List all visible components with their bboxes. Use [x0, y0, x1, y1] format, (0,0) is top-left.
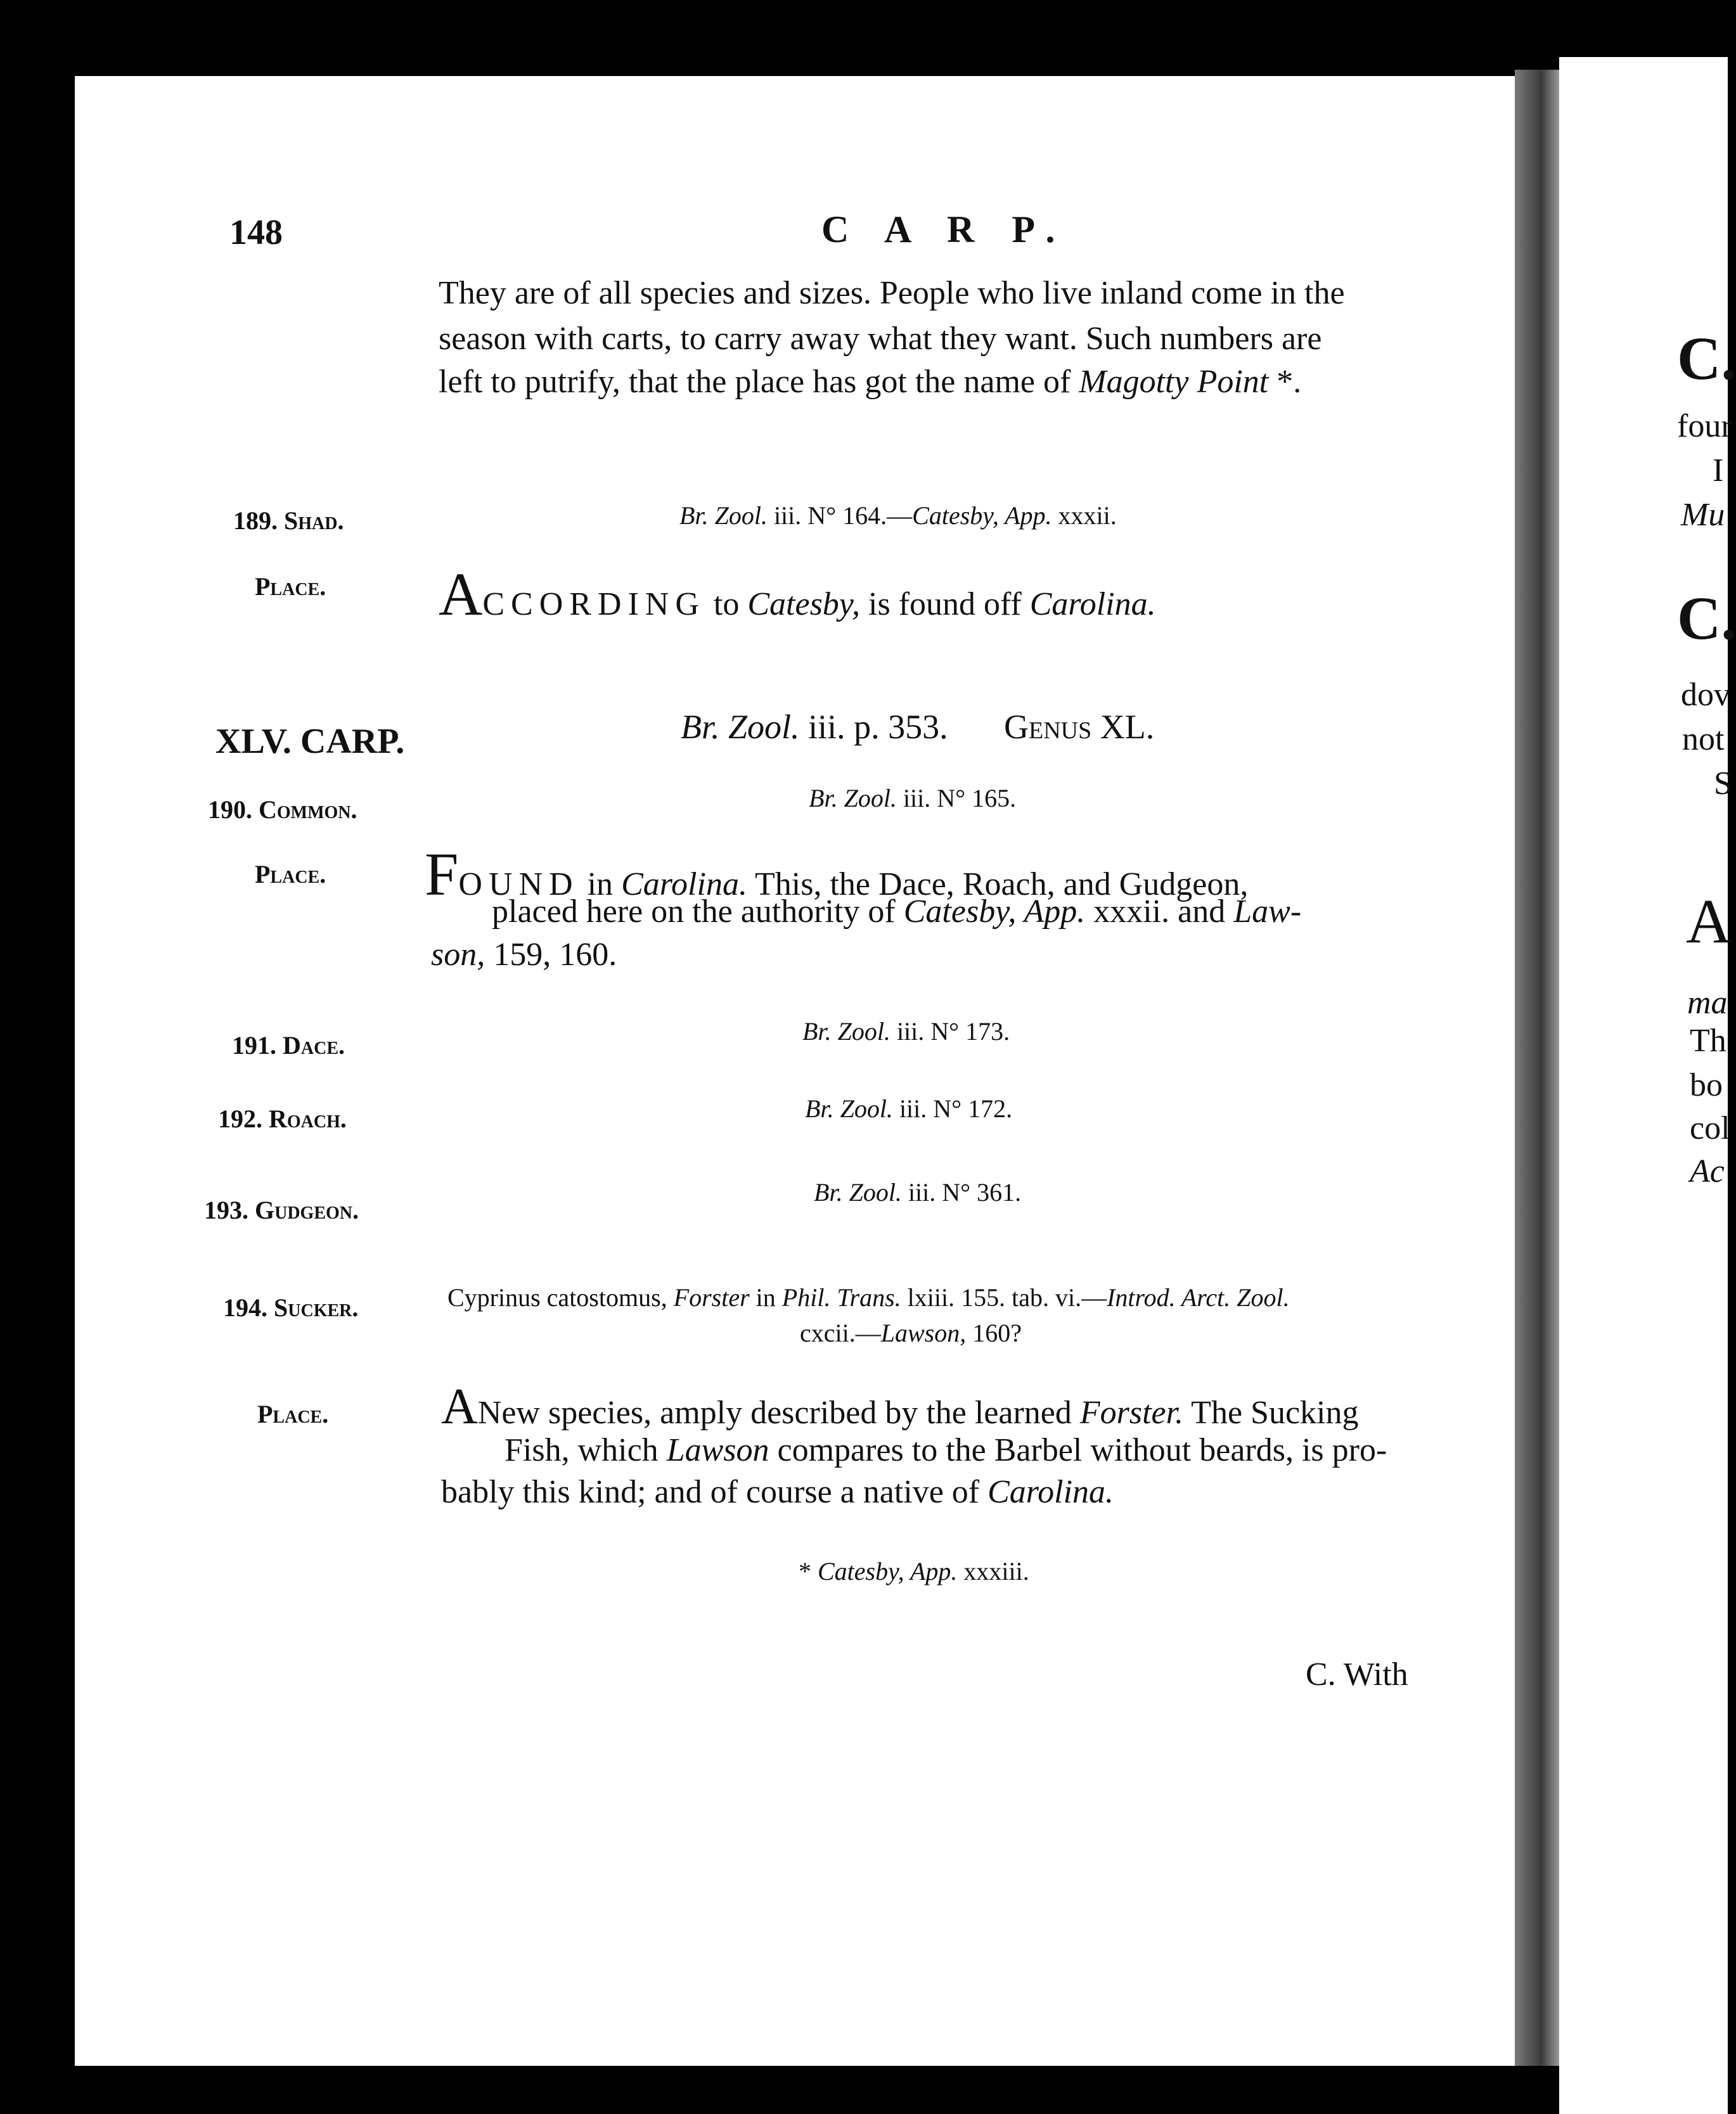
italic-name: Carolina. [987, 1474, 1114, 1510]
running-head: C A R P. [821, 208, 1069, 250]
ref-italic: Br. Zool. [681, 708, 800, 746]
ref-text: Cyprinus catostomus, [447, 1283, 674, 1312]
ref-italic: Introd. Arct. Zool. [1107, 1283, 1290, 1312]
italic-name: Catesby, App. [903, 894, 1086, 930]
ref-text: iii. p. 353. [799, 708, 948, 746]
text: placed here on the authority of [492, 894, 904, 930]
reference-carp [681, 707, 948, 746]
drop-cap: A [441, 1379, 478, 1435]
italic-name: Forster. [1079, 1395, 1184, 1431]
footnote-symbol: * [799, 1557, 818, 1585]
paragraph-sucker-line-2 [505, 1430, 1387, 1471]
intro-line-3 [439, 361, 1301, 403]
text: to [705, 586, 748, 622]
text: bably this kind; and of course a native of [441, 1474, 988, 1510]
species-label-dace: 191. Dace. [232, 1031, 345, 1060]
ref-text: xxxiii. [957, 1557, 1029, 1585]
intro-place-name: Magotty Point [1079, 364, 1269, 400]
ref-text: lxiii. 155. tab. vi.— [901, 1283, 1107, 1312]
right-fragment: col [1690, 1110, 1730, 1146]
ref-italic: Catesby, App. [818, 1557, 958, 1585]
species-label-shad: 189. Shad. [233, 506, 344, 535]
text: compares to the Barbel without beards, is pro- [769, 1432, 1387, 1468]
ref-italic: Br. Zool. [809, 784, 897, 812]
ref-text: iii. N° 173. [890, 1017, 1010, 1046]
italic-name: Carolina. [621, 866, 747, 902]
text: New species, amply described by the learned [477, 1395, 1080, 1431]
right-fragment: four [1677, 408, 1732, 444]
intro-line-1: They are of all species and sizes. People who live inland come in the [439, 275, 1345, 311]
ref-italic: Forster [673, 1283, 750, 1312]
intro-text: left to putrify, that the place has got the name of [439, 364, 1071, 400]
paragraph-sucker-line-3 [441, 1471, 1114, 1513]
ref-italic: Br. Zool. [805, 1094, 893, 1123]
ref-text: iii. N° 361. [901, 1178, 1022, 1207]
right-fragment: ma [1687, 985, 1728, 1021]
right-fragment-dropcap: A [1686, 886, 1732, 956]
ref-italic: Br. Zool. [814, 1178, 902, 1207]
ref-italic: Catesby, App. [912, 501, 1052, 530]
right-fragment: Mu [1681, 497, 1725, 533]
intro-line-2: season with carts, to carry away what they want. Such numbers are [439, 321, 1322, 357]
ref-text: 160? [966, 1319, 1022, 1347]
text: is found off [860, 586, 1030, 622]
italic-name: Catesby, [747, 586, 861, 622]
ref-text: in [749, 1283, 782, 1312]
caps-word: OUND [458, 866, 579, 902]
paragraph-common-line-3 [431, 934, 617, 976]
paragraph-common-line-2 [492, 891, 1301, 933]
species-label-gudgeon: 193. Gudgeon. [204, 1196, 359, 1224]
text: The Sucking [1183, 1395, 1359, 1431]
species-label-roach: 192. Roach. [218, 1105, 347, 1133]
text: 159, 160. [485, 937, 617, 973]
species-label-common: 190. Common. [208, 795, 357, 824]
reference-gudgeon [814, 1177, 1021, 1207]
species-label-sucker: 194. Sucker. [223, 1293, 359, 1322]
reference-sucker-line-1 [447, 1283, 1290, 1312]
catchword: C. With [1306, 1656, 1408, 1693]
ref-italic: Lawson, [880, 1319, 967, 1347]
place-label-sucker: Place. [257, 1400, 329, 1428]
ref-text: cxcii.— [800, 1319, 881, 1347]
footnote-mark: *. [1268, 364, 1302, 400]
text: Fish, which [505, 1432, 667, 1468]
footnote [799, 1556, 1029, 1586]
drop-cap: F [425, 840, 459, 908]
caps-word: CCORDING [482, 586, 705, 622]
right-fragment-heading-1: C. [1677, 324, 1736, 392]
page-number: 148 [229, 213, 283, 252]
text: This, the Dace, Roach, and Gudgeon, [747, 866, 1249, 902]
right-fragment: bo [1690, 1067, 1723, 1103]
italic-name: Lawson [666, 1432, 769, 1468]
ref-text: iii. N° 164.— [767, 501, 913, 530]
reference-shad [679, 501, 1117, 530]
right-fragment: Ac [1690, 1153, 1725, 1189]
reference-common [809, 783, 1016, 813]
right-fragment-heading-2: C. [1677, 584, 1736, 652]
reference-roach [805, 1094, 1012, 1124]
ref-text: xxxii. [1051, 501, 1117, 530]
right-fragment: dov [1681, 677, 1730, 713]
right-fragment: Th [1690, 1023, 1726, 1059]
italic-name: Carolina. [1029, 586, 1156, 622]
genus-number: Genus XL. [1004, 708, 1155, 746]
reference-dace [802, 1016, 1010, 1046]
right-fragment: not [1682, 721, 1725, 757]
place-label-common: Place. [255, 860, 326, 888]
ref-text: iii. N° 172. [892, 1094, 1013, 1123]
ref-text: iii. N° 165. [896, 784, 1017, 812]
genus-label-carp: XLV. CARP. [215, 722, 405, 761]
place-label-shad: Place. [255, 572, 326, 601]
drop-cap: A [439, 560, 483, 628]
ref-italic: Phil. Trans. [781, 1283, 901, 1312]
ref-italic: Br. Zool. [802, 1017, 891, 1046]
italic-name: Law- [1233, 894, 1302, 930]
text: in [579, 866, 622, 902]
paragraph-sucker-line-1 [441, 1381, 1358, 1434]
right-fragment: S [1714, 766, 1732, 802]
ref-italic: Br. Zool. [679, 501, 768, 530]
paragraph-shad [439, 560, 1156, 628]
right-fragment: I [1713, 452, 1724, 489]
italic-name: son, [431, 937, 485, 973]
book-gutter [1515, 70, 1559, 2066]
reference-sucker-line-2 [800, 1318, 1022, 1348]
text: xxxii. and [1085, 894, 1234, 930]
